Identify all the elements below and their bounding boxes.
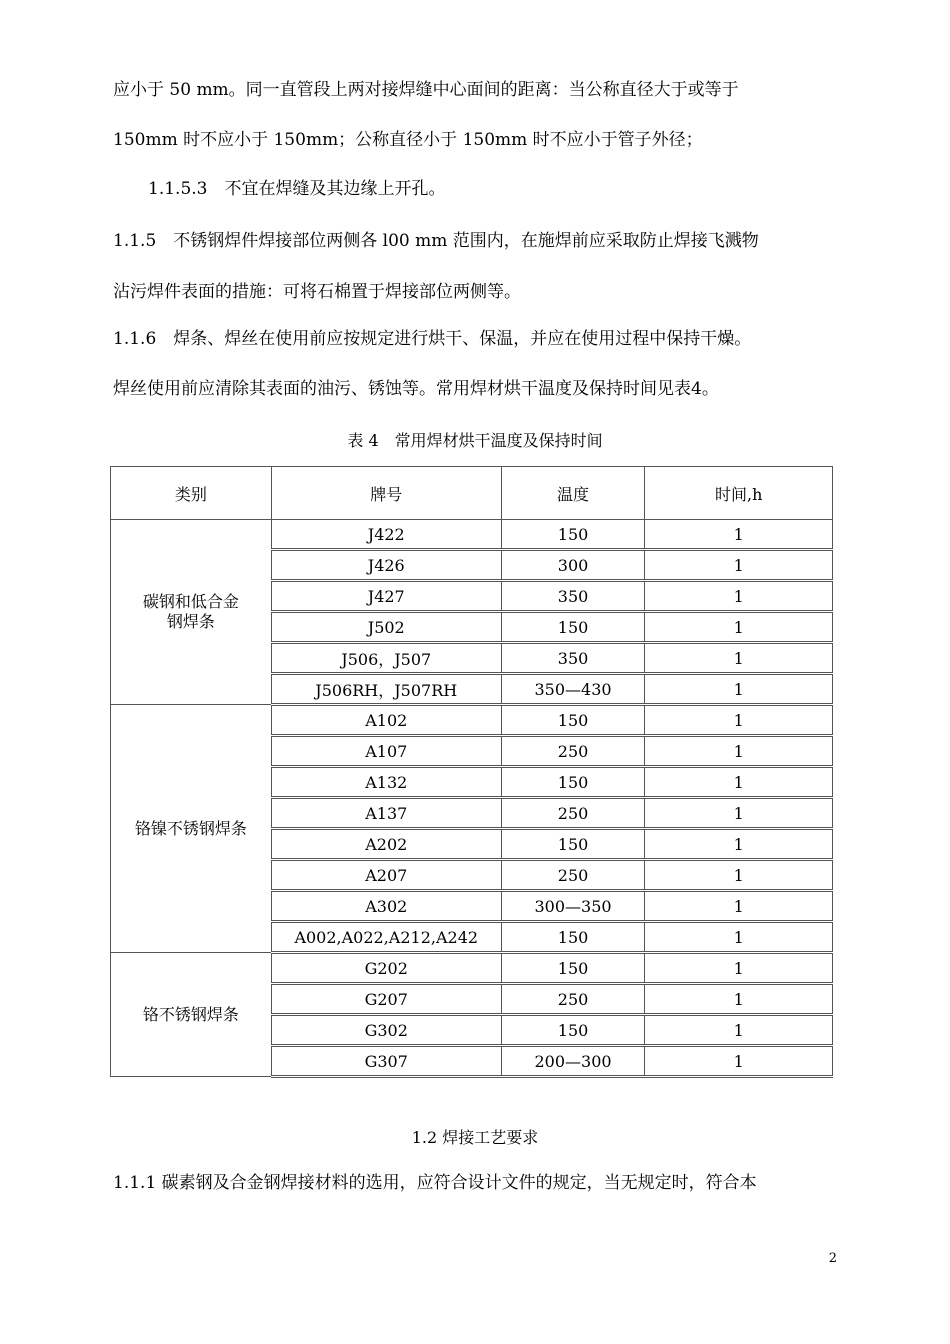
table-row: [111, 953, 833, 984]
grade-cell: A102: [271, 705, 501, 736]
header-category: 类别: [111, 467, 272, 520]
grade-cell: J422: [271, 520, 501, 550]
time-cell: 1: [645, 674, 833, 705]
grade-cell: A302: [271, 891, 501, 922]
grade-cell: J506RH，J507RH: [271, 674, 501, 705]
paragraph-line: 应小于 50 mm。同一直管段上两对接焊缝中心面间的距离：当公称直径大于或等于: [113, 80, 739, 100]
time-cell: 1: [645, 705, 833, 736]
time-cell: 1: [645, 922, 833, 953]
grade-cell: G202: [271, 953, 501, 984]
category-chrome-nickel-stainless: 铬镍不锈钢焊条: [111, 705, 272, 953]
time-cell: 1: [645, 520, 833, 550]
temperature-cell: 150: [501, 1015, 645, 1046]
time-cell: 1: [645, 581, 833, 612]
temperature-cell: 350: [501, 581, 645, 612]
header-grade: 牌号: [271, 467, 501, 520]
temperature-cell: 350—430: [501, 674, 645, 705]
clause-1-1-5-3: 1.1.5.3 不宜在焊缝及其边缘上开孔。: [148, 179, 446, 199]
temperature-cell: 300—350: [501, 891, 645, 922]
temperature-cell: 250: [501, 798, 645, 829]
section-title: 1.2 焊接工艺要求: [411, 1128, 539, 1147]
paragraph-line: 沾污焊件表面的措施：可将石棉置于焊接部位两侧等。: [113, 282, 521, 302]
table-row: [111, 705, 833, 736]
grade-cell: J506，J507: [271, 643, 501, 674]
temperature-cell: 150: [501, 829, 645, 860]
temperature-cell: 250: [501, 860, 645, 891]
time-cell: 1: [645, 1046, 833, 1077]
temperature-cell: 250: [501, 984, 645, 1015]
page-number: 2: [828, 1251, 837, 1266]
grade-cell: A202: [271, 829, 501, 860]
temperature-cell: 150: [501, 922, 645, 953]
temperature-cell: 200—300: [501, 1046, 645, 1077]
grade-cell: A107: [271, 736, 501, 767]
temperature-cell: 150: [501, 705, 645, 736]
header-temperature: 温度: [501, 467, 645, 520]
time-cell: 1: [645, 829, 833, 860]
clause-1-1-5: 1.1.5 不锈钢焊件焊接部位两侧各 l00 mm 范围内，在施焊前应采取防止焊接飞溅物: [113, 231, 759, 251]
grade-cell: A002,A022,A212,A242: [271, 922, 501, 953]
time-cell: 1: [645, 891, 833, 922]
time-cell: 1: [645, 550, 833, 581]
time-cell: 1: [645, 736, 833, 767]
paragraph-line: 焊丝使用前应清除其表面的油污、锈蚀等。常用焊材烘干温度及保持时间见表4。: [113, 379, 719, 399]
welding-material-table: [110, 466, 833, 1078]
time-cell: 1: [645, 798, 833, 829]
time-cell: 1: [645, 643, 833, 674]
time-cell: 1: [645, 612, 833, 643]
grade-cell: G307: [271, 1046, 501, 1077]
temperature-cell: 150: [501, 767, 645, 798]
header-time: 时间,h: [645, 467, 833, 520]
time-cell: 1: [645, 860, 833, 891]
time-cell: 1: [645, 953, 833, 984]
temperature-cell: 150: [501, 520, 645, 550]
time-cell: 1: [645, 984, 833, 1015]
grade-cell: J426: [271, 550, 501, 581]
clause-1-1-1: 1.1.1 碳素钢及合金钢焊接材料的选用，应符合设计文件的规定，当无规定时，符合本: [113, 1173, 757, 1193]
grade-cell: A132: [271, 767, 501, 798]
time-cell: 1: [645, 1015, 833, 1046]
temperature-cell: 300: [501, 550, 645, 581]
temperature-cell: 150: [501, 953, 645, 984]
grade-cell: A207: [271, 860, 501, 891]
temperature-cell: 150: [501, 612, 645, 643]
grade-cell: A137: [271, 798, 501, 829]
clause-1-1-6: 1.1.6 焊条、焊丝在使用前应按规定进行烘干、保温，并应在使用过程中保持干燥。: [113, 329, 752, 349]
time-cell: 1: [645, 767, 833, 798]
grade-cell: J502: [271, 612, 501, 643]
category-carbon-steel: 碳钢和低合金钢焊条: [111, 520, 272, 705]
table-caption: 表 4 常用焊材烘干温度及保持时间: [347, 431, 603, 450]
category-chrome-stainless: 铬不锈钢焊条: [111, 953, 272, 1077]
grade-cell: G302: [271, 1015, 501, 1046]
temperature-cell: 250: [501, 736, 645, 767]
grade-cell: G207: [271, 984, 501, 1015]
grade-cell: J427: [271, 581, 501, 612]
table-header-row: [111, 467, 833, 520]
temperature-cell: 350: [501, 643, 645, 674]
table-row: [111, 520, 833, 550]
paragraph-line: 150mm 时不应小于 150mm；公称直径小于 150mm 时不应小于管子外径；: [113, 130, 703, 150]
